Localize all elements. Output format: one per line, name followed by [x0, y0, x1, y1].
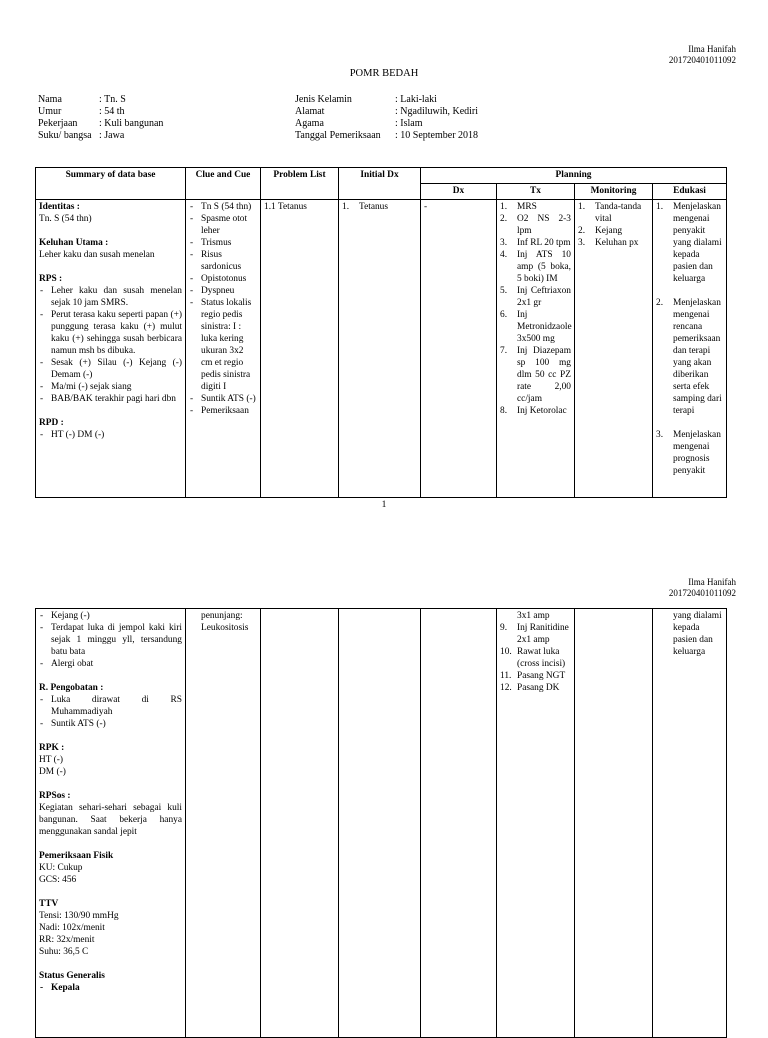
- problem-cell: [261, 200, 339, 498]
- pf-line: KU: Cukup: [39, 863, 83, 873]
- rps-list: [39, 285, 182, 405]
- page-gap: [0, 523, 768, 577]
- list-item: 5. Inj Ceftriaxon 2x1 gr: [500, 286, 571, 309]
- list-item: - Opistotonus: [189, 273, 257, 285]
- ttv-line: Tensi: 130/90 mmHg: [39, 911, 119, 921]
- clue-cont-text: penunjang: Leukositosis: [201, 611, 249, 633]
- list-item: 1. Tetanus: [342, 202, 389, 213]
- list-item: 12. Pasang DK: [500, 683, 560, 693]
- identity-row: Jenis Kelamin : Laki-laki: [295, 94, 437, 105]
- identity-row: Alamat : Ngadiluwih, Kediri: [295, 106, 479, 117]
- page-number: 1: [381, 500, 387, 510]
- ttv-line: Suhu: 36,5 C: [39, 947, 89, 957]
- initial-dx-list: [342, 201, 417, 213]
- initial-dx-cell: [339, 200, 421, 498]
- author-id: 201720401011092: [668, 588, 736, 598]
- list-item: - Terdapat luka di jempol kaki kiri sejak 1 minggu yll, tersandung batu bata: [39, 622, 182, 658]
- edukasi-list: [656, 201, 723, 477]
- list-item: 2. Kejang: [578, 226, 623, 237]
- rpeng-list: [39, 694, 182, 730]
- header-summary: Summary of data base: [36, 168, 186, 200]
- section-heading: R. Pengobatan :: [39, 683, 104, 693]
- author-name: Ilma Hanifah: [688, 577, 736, 587]
- header-clue: Clue and Cue: [186, 168, 261, 200]
- identity-row: Nama : Tn. S: [38, 94, 126, 105]
- sg-list: [39, 982, 182, 994]
- monitoring-cell: [575, 609, 653, 1038]
- pf-line: GCS: 456: [39, 875, 77, 885]
- clue-list: [189, 201, 257, 417]
- list-item: 9. Inj Ranitidine 2x1 amp: [500, 623, 569, 645]
- list-item: 6. Inj Metronidzaole 3x500 mg: [500, 310, 572, 345]
- list-item: - HT (-) DM (-): [39, 429, 182, 441]
- rpk-line: DM (-): [39, 767, 66, 777]
- section-heading: Keluhan Utama :: [39, 238, 109, 249]
- section-heading: RPD :: [39, 418, 64, 429]
- list-item: - Alergi obat: [39, 658, 182, 670]
- problem-text: 1.1 Tetanus: [264, 202, 307, 213]
- author-header: [669, 44, 736, 66]
- rpd-list: [39, 429, 182, 441]
- identity-row: Tanggal Pemeriksaan : 10 September 2018: [295, 130, 479, 141]
- list-item: - Pemeriksaan: [189, 405, 257, 417]
- list-item: - Sesak (+) Silau (-) Kejang (-) Demam (-): [39, 357, 182, 381]
- identity-left: [38, 94, 163, 142]
- list-item: 8. Inj Ketorolac: [500, 406, 567, 417]
- list-item: 11. Pasang NGT: [500, 671, 566, 681]
- keluhan-text: Leher kaku dan susah menelan: [39, 250, 155, 261]
- list-item: - Status lokalis regio pedis sinistra: I : luka kering ukuran 3x2 cm et regio pedis sinistra digiti I: [189, 297, 257, 393]
- summary-cell: [36, 200, 186, 498]
- identity-row: Suku/ bangsa : Jawa: [38, 130, 125, 141]
- header-edukasi: Edukasi: [653, 184, 727, 200]
- header-monitoring: Monitoring: [575, 184, 653, 200]
- list-item: 7. Inj Diazepam sp 100 mg dlm 50 cc PZ rate 2,00 cc/jam: [500, 346, 571, 405]
- section-heading: Identitas :: [39, 202, 80, 213]
- list-item: - Leher kaku dan susah menelan sejak 10 jam SMRS.: [39, 285, 182, 309]
- list-item: 3. Menjelaskan mengenai prognosis penyakit: [656, 430, 721, 477]
- header-problem: Problem List: [261, 168, 339, 200]
- list-item: 4. Inj ATS 10 amp (5 boka, 5 boki) IM: [500, 250, 571, 285]
- tx-cont-text: 3x1 amp: [517, 611, 550, 621]
- author-header: [669, 577, 736, 599]
- section-heading: RPK :: [39, 743, 65, 753]
- rpk-line: HT (-): [39, 755, 64, 765]
- list-item: - Suntik ATS (-): [39, 718, 182, 730]
- list-item: - Dyspneu: [189, 285, 257, 297]
- section-heading: RPSos :: [39, 791, 71, 801]
- pomr-table-page-1: [35, 167, 727, 498]
- list-item: - Suntik ATS (-): [189, 393, 257, 405]
- document-title: POMR BEDAH: [349, 68, 419, 79]
- ttv-line: RR: 32x/menit: [39, 935, 95, 945]
- identity-row: Umur : 54 th: [38, 106, 125, 117]
- list-item: - Kepala: [39, 982, 182, 994]
- identity-row: Pekerjaan : Kuli bangunan: [38, 118, 164, 129]
- list-item: - Tn S (54 thn): [189, 201, 257, 213]
- pomr-table-page-2: [35, 608, 727, 1038]
- list-item: - Kejang (-): [39, 610, 182, 622]
- list-item: - BAB/BAK terakhir pagi hari dbn: [39, 393, 182, 405]
- header-dx: Dx: [421, 184, 497, 200]
- dx-cell: [421, 609, 497, 1038]
- section-heading: Pemeriksaan Fisik: [39, 851, 114, 861]
- section-heading: Status Generalis: [39, 971, 105, 981]
- header-initial-dx: Initial Dx: [339, 168, 421, 200]
- list-item: - Risus sardonicus: [189, 249, 257, 273]
- document-page-2: [0, 577, 768, 1024]
- author-id: 201720401011092: [668, 55, 736, 65]
- dx-cell: [421, 200, 497, 498]
- list-item: - Perut terasa kaku seperti papan (+) punggung terasa kaku (+) mulut kaku (+) sehingga susah berbicara namun msh bs dibuka.: [39, 309, 182, 357]
- tx-list: [500, 201, 571, 417]
- initial-dx-cell: [339, 609, 421, 1038]
- edukasi-cell: [653, 200, 727, 498]
- identitas-text: Tn. S (54 thn): [39, 214, 92, 225]
- tx-cell: [497, 609, 575, 1038]
- header-tx: Tx: [497, 184, 575, 200]
- identity-row: Agama : Islam: [295, 118, 423, 129]
- rpsos-text: Kegiatan sehari-sehari sebagai kuli bangunan. Saat bekerja hanya menggunakan sandal jepit: [39, 803, 182, 837]
- edukasi-cell: [653, 609, 727, 1038]
- problem-cell: [261, 609, 339, 1038]
- ttv-line: Nadi: 102x/menit: [39, 923, 105, 933]
- tx-cell: [497, 200, 575, 498]
- list-item: - Luka dirawat di RS Muhammadiyah: [39, 694, 182, 718]
- identity-right: [295, 94, 478, 142]
- clue-cell: [186, 200, 261, 498]
- list-item: 2. Menjelaskan mengenai rencana pemeriksaan dan terapi yang akan diberikan serta efek samping dari terapi: [656, 298, 722, 417]
- list-item: 1. Tanda-tanda vital: [578, 202, 642, 225]
- monitoring-cell: [575, 200, 653, 498]
- header-planning: Planning: [421, 168, 727, 184]
- dx-text: -: [424, 202, 428, 213]
- list-item: - Trismus: [189, 237, 257, 249]
- author-name: Ilma Hanifah: [688, 44, 736, 54]
- section-heading: TTV: [39, 899, 59, 909]
- section-heading: RPS :: [39, 274, 63, 285]
- list-item: 3. Keluhan px: [578, 238, 639, 249]
- clue-cell: [186, 609, 261, 1038]
- list-item: - Spasme otot leher: [189, 213, 257, 237]
- summary-cell: [36, 609, 186, 1038]
- list-item: 10. Rawat luka (cross incisi): [500, 647, 566, 669]
- list-item: - Ma/mi (-) sejak siang: [39, 381, 182, 393]
- summary-cont-list: [39, 610, 182, 670]
- list-item: 1. MRS: [500, 202, 537, 213]
- list-item: 3. Inf RL 20 tpm: [500, 238, 571, 249]
- tx-list: [500, 622, 571, 694]
- list-item: 2. O2 NS 2-3 lpm: [500, 214, 571, 237]
- monitoring-list: [578, 201, 649, 249]
- edukasi-cont-text: yang dialami kepada pasien dan keluarga: [673, 611, 722, 657]
- list-item: 1. Menjelaskan mengenai penyakit yang dialami kepada pasien dan keluarga: [656, 202, 722, 285]
